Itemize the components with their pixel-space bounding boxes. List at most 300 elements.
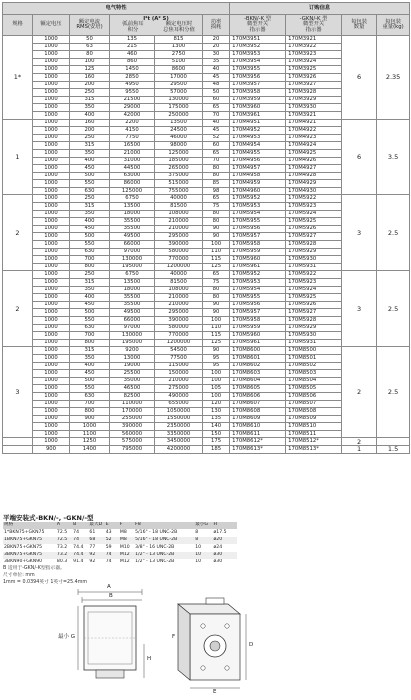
voltage-cell: 1000	[33, 104, 70, 112]
fuse-row	[3, 438, 410, 446]
clearing-i2t-cell: 295000	[155, 233, 203, 241]
current-cell: 800	[70, 408, 110, 416]
voltage-cell: 1000	[33, 400, 70, 408]
bkn-part-cell: 170M8607	[230, 400, 286, 408]
clearing-i2t-cell: 3450000	[155, 438, 203, 446]
gkn-part-cell: 170M8500	[286, 347, 342, 355]
pack-qty-cell: 3	[342, 271, 377, 347]
rated-current-header: 额定电流 RMS(安培)	[70, 15, 110, 36]
prearc-i2t-cell: 18000	[110, 286, 155, 294]
power-loss-cell: 90	[203, 347, 230, 355]
note-conversion: 1mm = 0.0394英寸 1英寸=25.4mm	[3, 580, 88, 585]
gkn-part-cell: 170M3929	[286, 96, 342, 104]
voltage-cell: 1000	[33, 210, 70, 218]
clearing-i2t-cell: 54500	[155, 347, 203, 355]
clearing-i2t-cell: 295000	[155, 309, 203, 317]
dimension-col-header: E	[105, 522, 119, 529]
bkn-part-cell: 170M3958	[230, 89, 286, 97]
clearing-i2t-cell: 1200000	[155, 339, 203, 347]
voltage-cell: 1000	[33, 430, 70, 438]
gkn-part-cell: 170M4928	[286, 172, 342, 180]
power-loss-cell: 80	[203, 286, 230, 294]
gkn-part-cell: 170M4929	[286, 180, 342, 188]
bkn-part-cell: 170M5958	[230, 241, 286, 249]
voltage-cell: 1000	[33, 377, 70, 385]
current-cell: 350	[70, 286, 110, 294]
power-loss-cell: 65	[203, 149, 230, 157]
clearing-i2t-cell: 130000	[155, 96, 203, 104]
dim-label-h: H	[147, 656, 152, 662]
voltage-cell: 1000	[33, 279, 70, 287]
power-loss-cell: 185	[203, 446, 230, 454]
bkn-part-cell: 170M4955	[230, 149, 286, 157]
gkn-part-cell: 170M5922	[286, 271, 342, 279]
gkn-part-cell: 170M8503	[286, 370, 342, 378]
bkn-part-cell: 170M5956	[230, 301, 286, 309]
clearing-i2t-cell: 1200000	[155, 263, 203, 271]
gkn-part-cell: 170M5924	[286, 210, 342, 218]
prearc-i2t-cell: 1450	[110, 66, 155, 74]
dim-label-a: A	[107, 584, 111, 590]
dimension-cell: 10	[194, 552, 212, 559]
prearc-i2t-cell: 18000	[110, 210, 155, 218]
voltage-cell: 1000	[33, 149, 70, 157]
current-cell: 400	[70, 111, 110, 119]
power-loss-cell: 60	[203, 142, 230, 150]
power-loss-cell: 105	[203, 385, 230, 393]
clearing-i2t-cell: 210000	[155, 301, 203, 309]
dimension-col-header: A	[56, 522, 72, 529]
voltage-cell: 1000	[33, 43, 70, 51]
pack-weight-cell: 2.5	[377, 347, 410, 438]
dimension-cell: ø20	[213, 537, 238, 544]
current-cell: 315	[70, 96, 110, 104]
prearc-i2t-cell: 130000	[110, 332, 155, 340]
spec-size-cell: 2	[3, 271, 33, 347]
gkn-part-cell: 170M4925	[286, 149, 342, 157]
clearing-i2t-cell: 815	[155, 36, 203, 44]
current-cell: 800	[70, 263, 110, 271]
prearc-i2t-cell: 13500	[110, 279, 155, 287]
current-cell: 400	[70, 362, 110, 370]
current-cell: 63	[70, 43, 110, 51]
current-cell: 50	[70, 36, 110, 44]
spec-header: 规格	[3, 15, 33, 36]
bkn-part-cell: 170M4959	[230, 180, 286, 188]
clearing-i2t-cell: 210000	[155, 218, 203, 226]
prearc-i2t-cell: 6750	[110, 271, 155, 279]
power-loss-cell: 75	[203, 279, 230, 287]
voltage-cell: 1000	[33, 347, 70, 355]
power-loss-cell: 90	[203, 225, 230, 233]
current-cell: 1250	[70, 438, 110, 446]
pack-qty-cell: 6	[342, 36, 377, 120]
fuse-row	[3, 271, 410, 279]
electrical-header: 电气特性	[3, 3, 230, 15]
current-cell: 315	[70, 203, 110, 211]
prearc-i2t-cell: 44500	[110, 165, 155, 173]
voltage-cell: 1000	[33, 415, 70, 423]
spec-size-cell: 3	[3, 347, 33, 438]
dimension-col-header: 最小G	[194, 522, 212, 529]
clearing-i2t-cell: 125000	[155, 149, 203, 157]
dimension-cell: 43	[105, 529, 112, 535]
fuse-row	[3, 347, 410, 355]
bkn-part-cell: 170M8606	[230, 392, 286, 400]
prearc-i2t-cell: 13500	[110, 203, 155, 211]
gkn-part-cell: 170M5927	[286, 309, 342, 317]
gkn-part-cell: 170M8513*	[286, 446, 342, 454]
dimension-cell: 5/16" - 18 UNC-2B	[135, 529, 178, 535]
power-loss-cell: 40	[203, 66, 230, 74]
clearing-i2t-cell: 46000	[155, 134, 203, 142]
power-loss-cell: 20	[203, 43, 230, 51]
voltage-cell: 1000	[33, 225, 70, 233]
gkn-part-cell: 170M4921	[286, 119, 342, 127]
bkn-part-cell: 170M8612*	[230, 438, 286, 446]
prearc-i2t-cell: 19000	[110, 362, 155, 370]
power-loss-cell: 120	[203, 400, 230, 408]
bkn-part-cell: 170M4954	[230, 142, 286, 150]
gkn-part-cell: 170M3924	[286, 58, 342, 66]
clearing-i2t-cell: 375000	[155, 172, 203, 180]
gkn-part-cell: 170M8504	[286, 377, 342, 385]
bkn-part-cell: 170M3961	[230, 111, 286, 119]
current-cell: 400	[70, 218, 110, 226]
prearc-i2t-cell: 16500	[110, 142, 155, 150]
clearing-i2t-cell: 5100	[155, 58, 203, 66]
dim-label-b: B	[109, 593, 113, 599]
prearc-i2t-cell: 21500	[110, 96, 155, 104]
dimension-cell: 5/16" - 18 UNC-2B	[134, 537, 194, 544]
power-loss-cell: 150	[203, 430, 230, 438]
clearing-i2t-cell: 655000	[155, 400, 203, 408]
dimension-cell: 74.4	[73, 544, 84, 550]
clearing-i2t-cell: 2350000	[155, 423, 203, 431]
fuse-dimension-drawing	[60, 584, 260, 698]
power-loss-cell: 115	[203, 256, 230, 264]
voltage-cell: 1000	[33, 408, 70, 416]
dimension-cell: 74	[73, 529, 80, 535]
bkn-part-cell: 170M5953	[230, 203, 286, 211]
gkn-part-cell: 170M8512*	[286, 438, 342, 446]
prearc-i2t-cell: 9200	[110, 347, 155, 355]
bkn-part-cell: 170M8613*	[230, 446, 286, 454]
prearc-i2t-cell: 66000	[110, 316, 155, 324]
bkn-part-cell: 170M5959	[230, 248, 286, 256]
dimension-cell: 68	[88, 537, 104, 544]
prearc-i2t-cell: 31000	[110, 157, 155, 165]
power-loss-cell: 35	[203, 58, 230, 66]
clearing-i2t-cell: 210000	[155, 225, 203, 233]
bkn-part-cell: 170M8611	[230, 430, 286, 438]
prearc-i2t-cell: 860	[110, 58, 155, 66]
voltage-cell: 1000	[33, 248, 70, 256]
current-cell: 160	[70, 119, 110, 127]
current-cell: 250	[70, 89, 110, 97]
clearing-i2t-cell: 515000	[155, 180, 203, 188]
gkn-part-cell: 170M8506	[286, 392, 342, 400]
voltage-cell: 1000	[33, 392, 70, 400]
dimension-row	[3, 544, 237, 551]
clearing-i2t-cell: 81500	[155, 203, 203, 211]
prearc-i2t-cell: 7750	[110, 134, 155, 142]
gkn-part-cell: 170M4930	[286, 187, 342, 195]
dimension-table-body	[3, 529, 237, 566]
gkn-part-cell: 170M5926	[286, 225, 342, 233]
current-cell: 1100	[70, 430, 110, 438]
prearc-i2t-cell: 82500	[110, 392, 155, 400]
current-cell: 350	[70, 149, 110, 157]
current-cell: 630	[70, 248, 110, 256]
current-cell: 900	[70, 415, 110, 423]
power-loss-cell: 125	[203, 263, 230, 271]
voltage-cell: 1000	[33, 256, 70, 264]
clearing-i2t-cell: 1550000	[155, 415, 203, 423]
bkn-part-cell: 170M5960	[230, 332, 286, 340]
power-loss-cell: 100	[203, 392, 230, 400]
current-cell: 500	[70, 377, 110, 385]
dimension-cell: ø24	[213, 544, 223, 550]
clearing-i2t-cell: 250000	[155, 111, 203, 119]
gkn-part-cell: 170M5929	[286, 248, 342, 256]
voltage-cell: 1000	[33, 286, 70, 294]
pack-qty-cell: 6	[342, 119, 377, 195]
prearc-i2t-cell: 2850	[110, 73, 155, 81]
voltage-cell: 1000	[33, 195, 70, 203]
voltage-cell: 1000	[33, 157, 70, 165]
prearc-i2t-cell: 125000	[110, 187, 155, 195]
prearc-i2t-cell: 170000	[110, 408, 155, 416]
clearing-i2t-cell: 40000	[155, 195, 203, 203]
voltage-cell: 1000	[33, 180, 70, 188]
dim-label-e: E	[213, 689, 217, 695]
voltage-cell: 1000	[33, 370, 70, 378]
dimension-cell: M12	[119, 559, 130, 565]
prearc-i2t-cell: 97000	[110, 324, 155, 332]
dimension-col-header: 最大D	[88, 522, 104, 529]
clearing-i2t-cell: 108000	[155, 286, 203, 294]
power-loss-cell: 70	[203, 157, 230, 165]
clearing-i2t-cell: 265000	[155, 165, 203, 173]
dimension-cell: 91.4	[73, 559, 84, 565]
clearing-i2t-cell: 17000	[155, 73, 203, 81]
prearc-i2t-cell: 35000	[110, 377, 155, 385]
spec-size-cell: 1	[3, 119, 33, 195]
clearing-i2t-cell: 390000	[155, 316, 203, 324]
voltage-cell: 1000	[33, 127, 70, 135]
clearing-i2t-cell: 24500	[155, 127, 203, 135]
power-loss-cell: 130	[203, 408, 230, 416]
bkn-part-cell: 170M5960	[230, 256, 286, 264]
power-loss-header: 功率 损耗	[203, 15, 230, 36]
voltage-cell: 1000	[33, 89, 70, 97]
prearc-i2t-cell: 110000	[110, 400, 155, 408]
current-cell: 125	[70, 66, 110, 74]
pack-weight-cell	[377, 438, 410, 446]
dimension-cell: 77	[89, 544, 96, 550]
prearc-i2t-cell: 9550	[110, 89, 155, 97]
bkn-part-cell: 170M4953	[230, 134, 286, 142]
voltage-cell: 1000	[33, 332, 70, 340]
bkn-part-cell: 170M3955	[230, 66, 286, 74]
prearc-i2t-cell: 4150	[110, 127, 155, 135]
pack-weight-cell: 2.5	[377, 195, 410, 271]
power-loss-cell: 100	[203, 316, 230, 324]
voltage-cell: 1000	[33, 58, 70, 66]
prearc-i2t-cell: 255000	[110, 415, 155, 423]
current-cell: 450	[70, 165, 110, 173]
gkn-part-cell: 170M8507	[286, 400, 342, 408]
power-loss-cell: 80	[203, 210, 230, 218]
power-loss-cell: 45	[203, 73, 230, 81]
bkn-part-cell: 170M8602	[230, 362, 286, 370]
clearing-i2t-cell: 29500	[155, 81, 203, 89]
power-loss-cell: 125	[203, 339, 230, 347]
current-cell: 550	[70, 385, 110, 393]
dim-label-g: 最小 G	[58, 634, 76, 640]
current-cell: 630	[70, 324, 110, 332]
gkn-part-cell: 170M4923	[286, 134, 342, 142]
voltage-cell: 1000	[33, 36, 70, 44]
prearc-i2t-cell: 390000	[110, 423, 155, 431]
gkn-part-cell: 170M8508	[286, 408, 342, 416]
prearc-i2t-cell: 560000	[110, 430, 155, 438]
power-loss-cell: 95	[203, 354, 230, 362]
dimension-cell: 1BKN75+GKN75	[3, 537, 56, 544]
bkn-part-cell: 170M3953	[230, 51, 286, 59]
current-cell: 250	[70, 134, 110, 142]
fuse-row	[3, 119, 410, 127]
current-cell: 350	[70, 104, 110, 112]
note-units: 尺寸单位: mm	[3, 573, 35, 578]
gkn-part-cell: 170M5924	[286, 286, 342, 294]
gkn-part-cell: 170M4926	[286, 157, 342, 165]
clearing-i2t-cell: 3350000	[155, 430, 203, 438]
power-loss-cell: 90	[203, 233, 230, 241]
dimension-cell: 59	[105, 544, 112, 550]
voltage-cell: 1000	[33, 142, 70, 150]
clearing-i2t-cell: 40000	[155, 271, 203, 279]
current-cell: 550	[70, 316, 110, 324]
bkn-part-cell: 170M4958	[230, 172, 286, 180]
bkn-part-cell: 170M4956	[230, 157, 286, 165]
voltage-cell: 1000	[33, 423, 70, 431]
prearc-i2t-cell: 460	[110, 51, 155, 59]
current-cell: 700	[70, 256, 110, 264]
dimension-col-header: B	[72, 522, 88, 529]
bkn-part-cell: 170M3954	[230, 58, 286, 66]
gkn-part-cell: 170M5930	[286, 332, 342, 340]
gkn-header: -GKN/-K 型 微型开关 指示器	[286, 15, 342, 36]
prearc-i2t-cell: 63000	[110, 172, 155, 180]
current-cell: 450	[70, 370, 110, 378]
power-loss-cell: 20	[203, 36, 230, 44]
gkn-part-cell: 170M5929	[286, 324, 342, 332]
power-loss-cell: 110	[203, 324, 230, 332]
power-loss-cell: 98	[203, 187, 230, 195]
current-cell: 350	[70, 210, 110, 218]
prearc-i2t-cell: 130000	[110, 256, 155, 264]
fuse-spec-table	[2, 2, 410, 454]
clearing-i2t-cell: 580000	[155, 248, 203, 256]
current-cell: 250	[70, 195, 110, 203]
prearc-i2t-cell: 25500	[110, 370, 155, 378]
dimension-cell: 10	[195, 544, 202, 550]
fuse-row	[3, 36, 410, 44]
dimension-cell: 73.2	[56, 544, 68, 550]
current-cell: 550	[70, 180, 110, 188]
power-loss-cell: 100	[203, 377, 230, 385]
power-loss-cell: 30	[203, 51, 230, 59]
dimension-header-row	[3, 522, 237, 529]
dimension-col-header: 规格	[3, 522, 56, 529]
gkn-part-cell: 170M5928	[286, 316, 342, 324]
fuse-row	[3, 195, 410, 203]
clearing-i2t-cell: 150000	[155, 370, 203, 378]
clearing-i2t-cell: 108000	[155, 210, 203, 218]
clearing-i2t-cell: 175000	[155, 104, 203, 112]
clearing-i2t-cell: 2750	[155, 51, 203, 59]
pack-qty-cell: 2	[342, 347, 377, 438]
current-cell: 500	[70, 172, 110, 180]
voltage-cell: 1000	[33, 203, 70, 211]
power-loss-cell: 175	[203, 438, 230, 446]
dimension-cell: 61	[89, 529, 96, 535]
voltage-cell: 1000	[33, 111, 70, 119]
bkn-part-cell: 170M3952	[230, 43, 286, 51]
voltage-cell: 1000	[33, 233, 70, 241]
power-loss-cell: 50	[203, 89, 230, 97]
bkn-part-cell: 170M4952	[230, 127, 286, 135]
voltage-cell: 1000	[33, 385, 70, 393]
current-cell: 1000	[70, 423, 110, 431]
power-loss-cell: 80	[203, 165, 230, 173]
bkn-part-cell: 170M8600	[230, 347, 286, 355]
dimension-cell: 3BKN90+GKN90	[4, 559, 43, 565]
dimension-cell: ø30	[213, 559, 223, 565]
power-loss-cell: 80	[203, 172, 230, 180]
power-loss-cell: 75	[203, 203, 230, 211]
clearing-i2t-cell: 13500	[155, 119, 203, 127]
gkn-part-cell: 170M5925	[286, 294, 342, 302]
power-loss-cell: 80	[203, 294, 230, 302]
gkn-part-cell: 170M8501	[286, 354, 342, 362]
dimension-row	[3, 537, 237, 544]
power-loss-cell: 48	[203, 81, 230, 89]
current-cell: 315	[70, 347, 110, 355]
prearc-i2t-cell: 35500	[110, 294, 155, 302]
current-cell: 200	[70, 127, 110, 135]
dimension-cell: 74	[105, 559, 112, 565]
spec-size-cell: 1*	[3, 36, 33, 120]
power-loss-cell: 45	[203, 127, 230, 135]
bkn-part-cell: 170M8608	[230, 408, 286, 416]
bkn-part-cell: 170M5959	[230, 324, 286, 332]
voltage-cell: 1000	[33, 172, 70, 180]
dimension-cell: 1/2" - 13 UNC-2B	[135, 559, 175, 565]
bkn-part-cell: 170M8603	[230, 370, 286, 378]
gkn-part-cell: 170M4922	[286, 127, 342, 135]
bkn-part-cell: 170M8604	[230, 377, 286, 385]
gkn-part-cell: 170M3925	[286, 66, 342, 74]
voltage-cell: 1000	[33, 271, 70, 279]
bkn-part-cell: 170M3959	[230, 96, 286, 104]
pack-qty-cell: 1	[342, 446, 377, 454]
bkn-header: -BKN/-K 型 微型开关 指示器	[230, 15, 286, 36]
clearing-i2t-cell: 580000	[155, 324, 203, 332]
voltage-cell: 1000	[33, 362, 70, 370]
